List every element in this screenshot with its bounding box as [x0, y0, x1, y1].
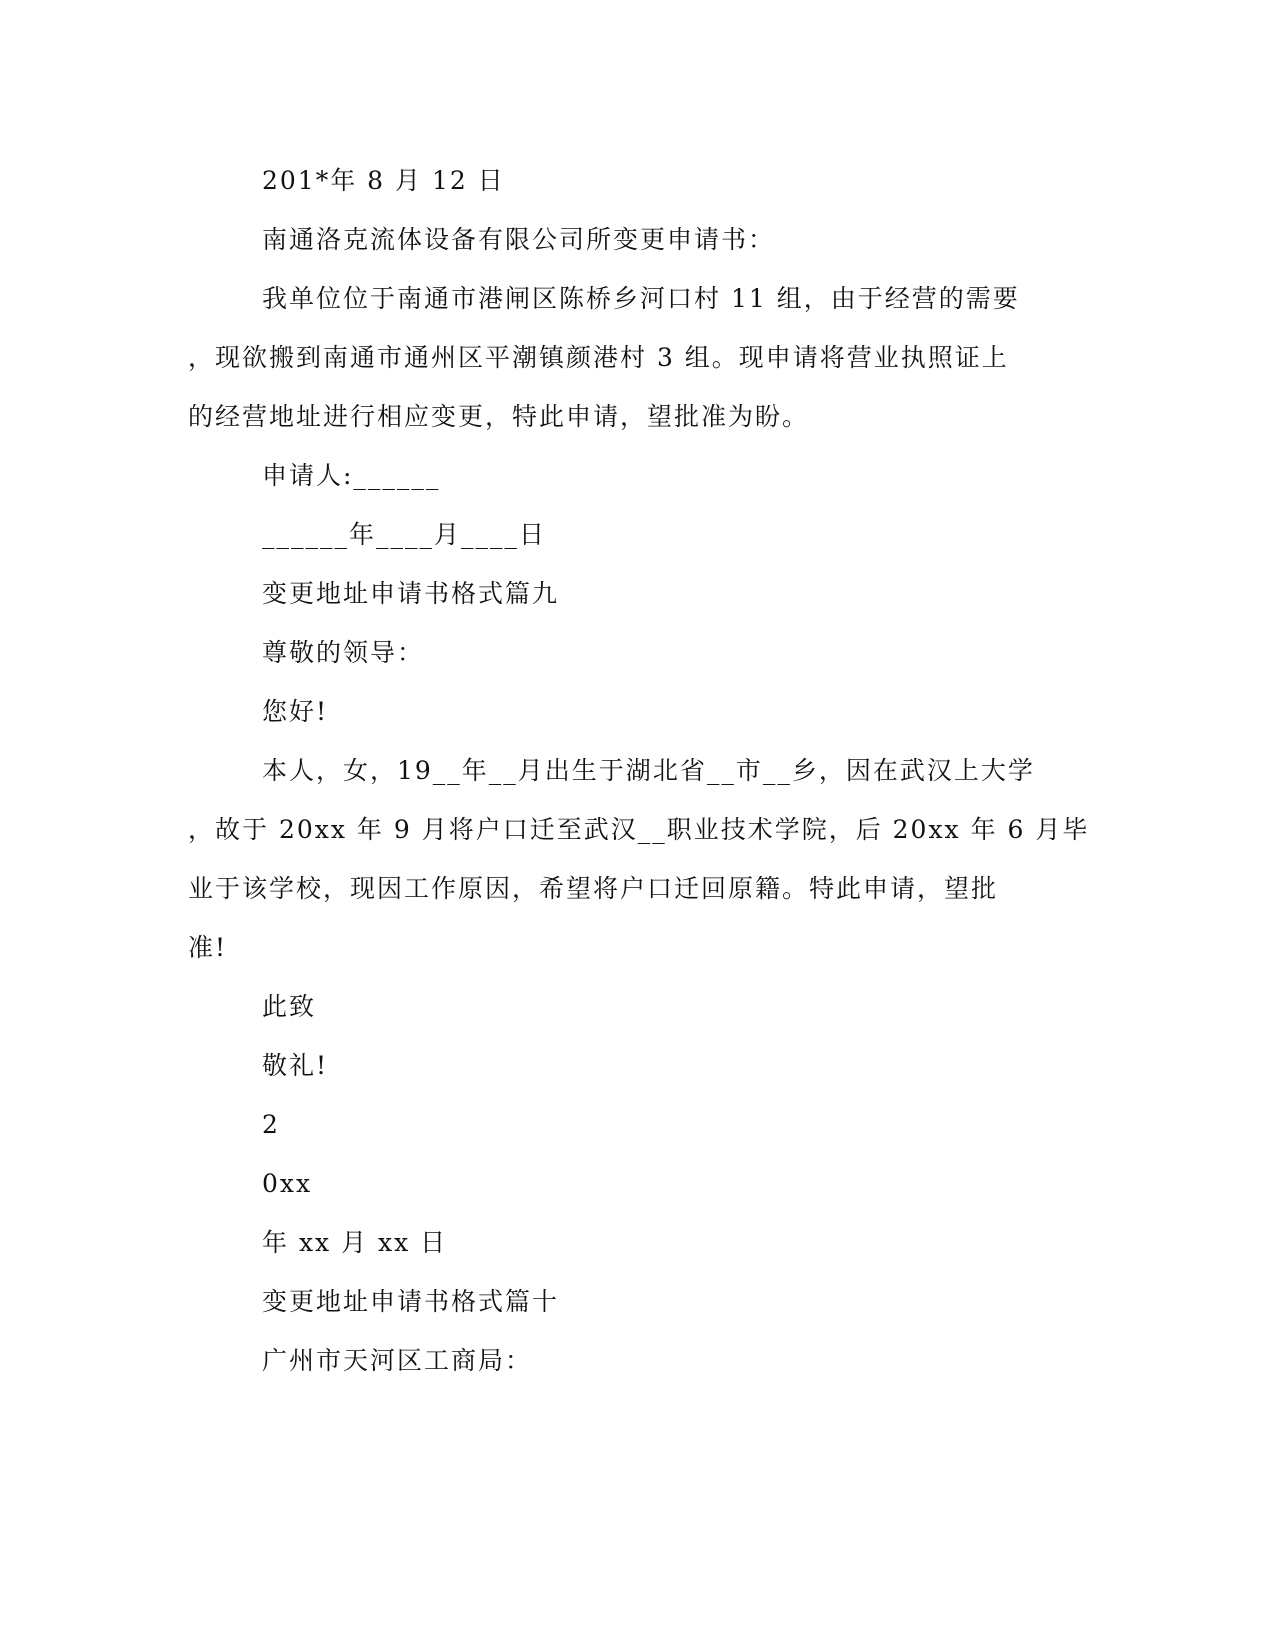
- paragraph-line: 业于该学校，现因工作原因，希望将户口迁回原籍。特此申请，望批: [188, 874, 999, 903]
- paragraph-line: 本人，女，19__年__月出生于湖北省__市__乡，因在武汉上大学: [262, 756, 1035, 785]
- closing-line: 此致: [262, 992, 317, 1021]
- blank-date-line: ______年____月____日: [262, 520, 547, 549]
- greeting: 您好!: [262, 697, 329, 726]
- paragraph-line: 的经营地址进行相应变更，特此申请，望批准为盼。: [188, 402, 810, 431]
- salutation: 尊敬的领导：: [262, 638, 425, 667]
- paragraph-line: 准!: [188, 933, 228, 962]
- paragraph-line: ，现欲搬到南通市通州区平潮镇颜港村 3 组。现申请将营业执照证上: [188, 343, 1009, 372]
- paragraph-line: 我单位位于南通市港闸区陈桥乡河口村 11 组，由于经营的需要: [262, 284, 1020, 313]
- paragraph-line: ，故于 20xx 年 9 月将户口迁至武汉__职业技术学院，后 20xx 年 6 月毕: [188, 815, 1090, 844]
- date-fragment: 年 xx 月 xx 日: [262, 1228, 448, 1257]
- applicant-line: 申请人:______: [262, 461, 441, 490]
- date-line: 201*年 8 月 12 日: [262, 166, 505, 195]
- document-heading: 南通洛克流体设备有限公司所变更申请书：: [262, 225, 776, 254]
- closing-regards: 敬礼!: [262, 1051, 329, 1080]
- section-title-ten: 变更地址申请书格式篇十: [262, 1287, 560, 1316]
- section-title-nine: 变更地址申请书格式篇九: [262, 579, 560, 608]
- date-fragment: 0xx: [262, 1169, 313, 1198]
- date-fragment: 2: [262, 1110, 280, 1139]
- recipient-line: 广州市天河区工商局：: [262, 1346, 533, 1375]
